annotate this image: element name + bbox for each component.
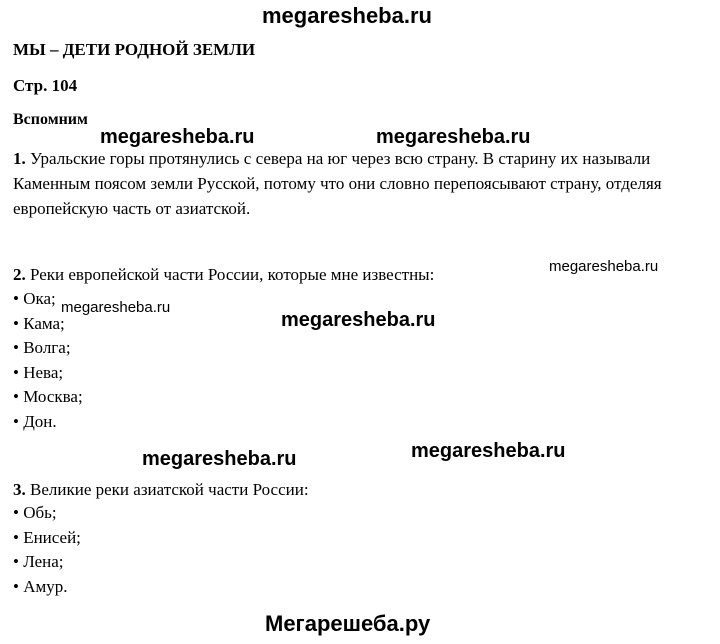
watermark: megaresheba.ru xyxy=(100,126,255,148)
watermark: megaresheba.ru xyxy=(142,448,297,470)
list-item: • Ока; xyxy=(13,287,83,312)
question-number: 3. xyxy=(13,480,26,499)
watermark: megaresheba.ru xyxy=(549,258,659,275)
list-item: • Москва; xyxy=(13,385,83,410)
list-item: • Лена; xyxy=(13,550,81,575)
watermark: megaresheba.ru xyxy=(411,440,566,462)
watermark: megaresheba.ru xyxy=(281,309,436,331)
question-1 xyxy=(13,146,713,221)
list-item: • Нева; xyxy=(13,361,83,386)
list-item: • Волга; xyxy=(13,336,83,361)
list-item: • Кама; xyxy=(13,312,83,337)
watermark: megaresheba.ru xyxy=(61,299,171,316)
question-number: 1. xyxy=(13,149,26,168)
list-item: • Енисей; xyxy=(13,526,81,551)
question-1-text: Уральские горы протянулись с севера на юг через всю страну. В старину их называли Каменным поясом земли Русской, потому что они словно перепоясывают страну, отделяя европейскую часть от азиатской. xyxy=(13,149,662,218)
question-number: 2. xyxy=(13,265,26,284)
watermark: megaresheba.ru xyxy=(376,126,531,148)
document-title: МЫ – ДЕТИ РОДНОЙ ЗЕМЛИ xyxy=(13,40,256,59)
list-item: • Обь; xyxy=(13,501,81,526)
question-3-text: Великие реки азиатской части России: xyxy=(30,480,309,499)
question-2-text: Реки европейской части России, которые мне известны: xyxy=(30,265,435,284)
list-item: • Дон. xyxy=(13,410,83,435)
asian-rivers-list xyxy=(13,501,81,599)
question-3 xyxy=(13,477,713,502)
section-title: Вспомним xyxy=(13,111,88,128)
watermark-bottom: Мегарешеба.ру xyxy=(265,611,431,636)
page-number: Стр. 104 xyxy=(13,76,78,95)
watermark-top: megaresheba.ru xyxy=(262,3,432,28)
list-item: • Амур. xyxy=(13,575,81,600)
